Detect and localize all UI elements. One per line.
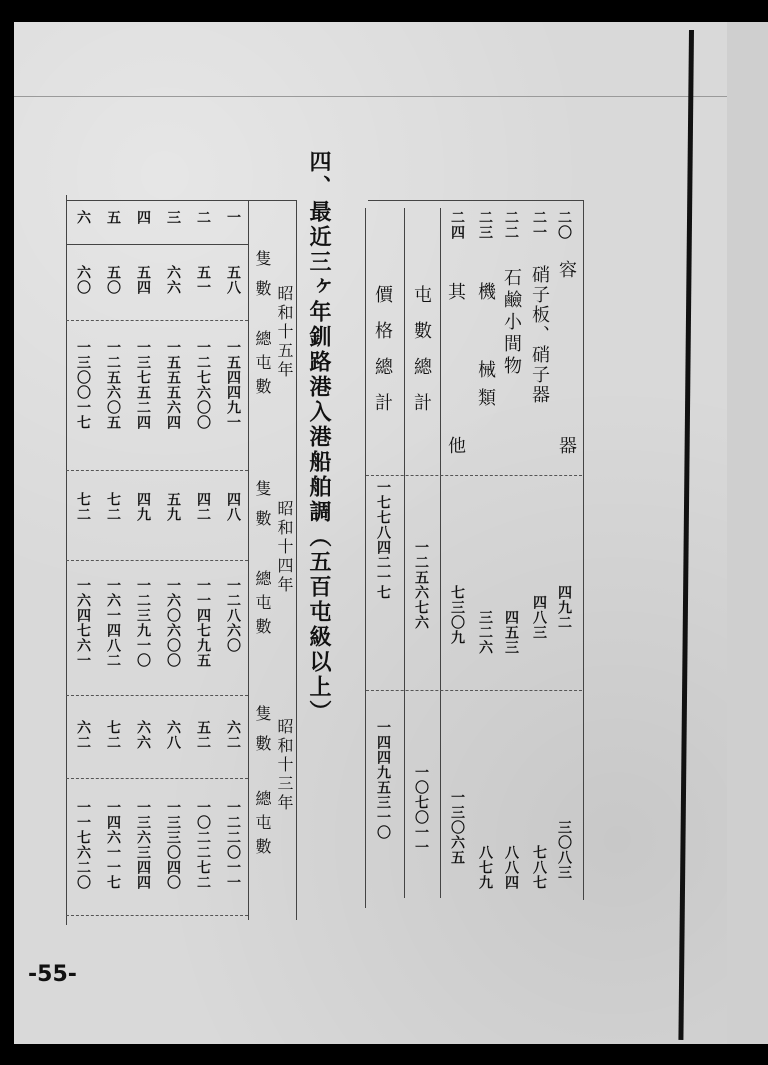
upper-row-v3: 八七九	[477, 845, 493, 890]
sub-header: 隻數	[253, 250, 272, 310]
cell-ships: 五〇	[105, 265, 121, 295]
upper-row-no: 二二	[503, 210, 519, 240]
adjacent-page-edge	[727, 22, 768, 1044]
sub-header: 總屯數	[253, 330, 272, 402]
upper-row-label: 機	[475, 282, 496, 306]
lower-table-header-rule	[248, 200, 249, 920]
upper-table-divider	[366, 690, 582, 691]
lower-table-divider	[66, 320, 248, 321]
cell-tonnage: 一五四四九一	[225, 340, 241, 430]
lower-table-right-rule	[296, 200, 297, 920]
upper-row-no: 二一	[531, 210, 547, 240]
cell-ships: 六〇	[75, 265, 91, 295]
cell-tonnage: 一五五五六四	[165, 340, 181, 430]
fold-line	[14, 96, 754, 97]
section-title: 四、最近三ヶ年釧路港入港船舶調（五百屯級以上）	[306, 150, 332, 725]
cell-ships: 四二	[195, 492, 211, 522]
upper-table-right-rule	[583, 200, 584, 900]
upper-row-v2: 四五三	[503, 610, 519, 655]
upper-row-v2: 七三〇九	[449, 585, 465, 645]
sub-header: 隻數	[253, 480, 272, 540]
cell-ships: 六八	[165, 720, 181, 750]
month-label: 二	[195, 210, 211, 225]
lower-table-divider	[66, 560, 248, 561]
upper-row-v3: 三〇八三	[556, 820, 572, 880]
cell-tonnage: 一三〇〇一七	[75, 340, 91, 430]
cell-ships: 五八	[225, 265, 241, 295]
total-tonnage-label: 屯數總計	[411, 285, 432, 429]
year-header: 昭和十三年	[275, 718, 294, 813]
paper-sheet	[14, 22, 768, 1044]
total-value-v1: 一七七八四二一七	[375, 480, 391, 600]
month-label: 三	[165, 210, 181, 225]
upper-row-label: 石鹼小間物	[501, 268, 522, 378]
total-tonnage-v3: 一〇七〇一一	[413, 765, 429, 855]
cell-tonnage: 一二五六〇五	[105, 340, 121, 430]
page-number: -55-	[28, 962, 77, 987]
upper-row-v3: 八八四	[503, 845, 519, 890]
cell-ships: 四八	[225, 492, 241, 522]
cell-ships: 五一	[195, 265, 211, 295]
cell-ships: 六二	[225, 720, 241, 750]
lower-table-top-rule	[66, 200, 296, 201]
cell-ships: 六六	[135, 720, 151, 750]
upper-row-no: 二三	[477, 210, 493, 240]
total-tonnage-v2: 一二五六七六	[413, 540, 429, 630]
upper-table-column-rule	[404, 208, 405, 898]
upper-row-label-2: 器	[556, 436, 577, 460]
upper-table-column-rule	[440, 208, 441, 898]
month-label: 四	[135, 210, 151, 225]
month-label: 五	[105, 210, 121, 225]
lower-table-divider	[66, 778, 248, 779]
cell-ships: 六六	[165, 265, 181, 295]
sub-header: 總屯數	[253, 570, 272, 642]
upper-table-top-rule	[368, 200, 583, 201]
cell-ships: 五九	[165, 492, 181, 522]
cell-tonnage: 一〇二二七二	[195, 800, 211, 890]
cell-ships: 五四	[135, 265, 151, 295]
lower-table-divider	[66, 695, 248, 696]
month-label: 一	[225, 210, 241, 225]
upper-row-label-2: 械類	[475, 360, 496, 416]
cell-ships: 七二	[105, 720, 121, 750]
upper-table-divider	[366, 475, 582, 476]
upper-row-no: 二四	[449, 210, 465, 240]
month-label: 六	[75, 210, 91, 225]
cell-tonnage: 一三三〇四〇	[165, 800, 181, 890]
lower-table-month-rule	[66, 244, 248, 245]
cell-tonnage: 一三六三四四	[135, 800, 151, 890]
total-value-label: 價格總計	[372, 285, 393, 429]
upper-row-v2: 三二六	[477, 610, 493, 655]
cell-tonnage: 一四六一一七	[105, 800, 121, 890]
lower-table-divider	[66, 470, 248, 471]
upper-row-label: 其	[445, 282, 466, 306]
cell-tonnage: 一一四七九五	[195, 578, 211, 668]
cell-tonnage: 一一七六二〇	[75, 800, 91, 890]
cell-ships: 五二	[195, 720, 211, 750]
cell-tonnage: 一二三九一〇	[135, 578, 151, 668]
cell-tonnage: 一二七六〇〇	[195, 340, 211, 430]
lower-table-divider	[66, 915, 248, 916]
upper-row-v2: 四九二	[556, 585, 572, 630]
cell-ships: 六二	[75, 720, 91, 750]
year-header: 昭和十四年	[275, 500, 294, 595]
upper-row-no: 二〇	[556, 210, 572, 240]
upper-row-v3: 七八七	[531, 845, 547, 890]
year-header: 昭和十五年	[275, 285, 294, 380]
cell-ships: 四九	[135, 492, 151, 522]
cell-ships: 七二	[75, 492, 91, 522]
upper-row-label-2: 他	[445, 436, 466, 460]
cell-tonnage: 一三七五二四	[135, 340, 151, 430]
cell-tonnage: 一六一四八二	[105, 578, 121, 668]
sub-header: 隻數	[253, 705, 272, 765]
sub-header: 總屯數	[253, 790, 272, 862]
upper-row-label: 硝子板、硝子器	[529, 265, 550, 405]
cell-ships: 七二	[105, 492, 121, 522]
upper-table-left-rule	[365, 208, 366, 908]
upper-row-label: 容	[556, 260, 577, 284]
cell-tonnage: 一二二〇一一	[225, 800, 241, 890]
total-value-v3: 一四四九五三一〇	[375, 720, 391, 840]
upper-row-v2: 四八三	[531, 595, 547, 640]
upper-row-v3: 一三〇六五	[449, 790, 465, 865]
cell-tonnage: 一六〇六〇〇	[165, 578, 181, 668]
cell-tonnage: 一二八六〇	[225, 578, 241, 653]
cell-tonnage: 一六四七六一	[75, 578, 91, 668]
